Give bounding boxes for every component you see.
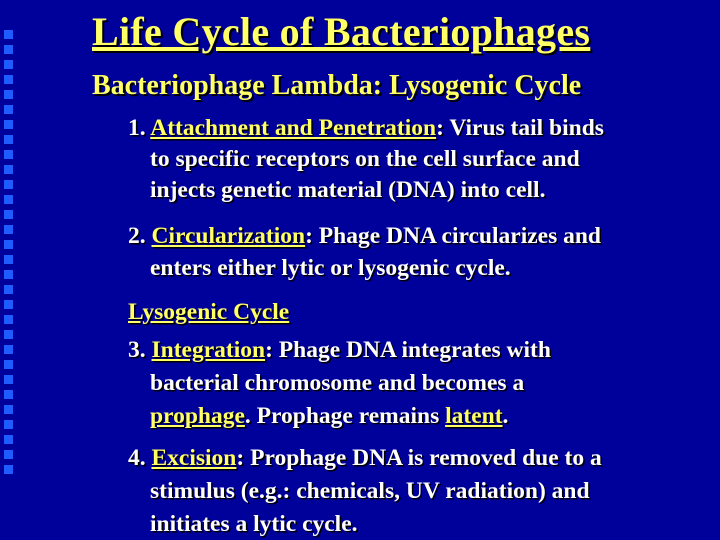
bullet-square xyxy=(4,60,13,69)
bullet-square xyxy=(4,105,13,114)
bullet-square xyxy=(4,375,13,384)
step-number: 2. xyxy=(128,223,146,249)
bullet-square xyxy=(4,255,13,264)
step-3-line-1 xyxy=(128,335,551,366)
bullet-square xyxy=(4,135,13,144)
bullet-square xyxy=(4,345,13,354)
step-number: 3. xyxy=(128,337,146,363)
bullet-square xyxy=(4,240,13,249)
step-2-line-1 xyxy=(128,221,601,252)
step-3-line-3 xyxy=(150,401,508,432)
step-1-line-1 xyxy=(128,113,604,144)
step-text: : Virus tail binds xyxy=(436,115,604,141)
slide-title: Life Cycle of Bacteriophages xyxy=(92,9,591,54)
bullet-square xyxy=(4,360,13,369)
bullet-square xyxy=(4,225,13,234)
step-text: : Phage DNA circularizes and xyxy=(305,223,602,249)
step-term: Integration xyxy=(151,337,266,363)
bullet-square xyxy=(4,30,13,39)
bullet-square xyxy=(4,165,13,174)
bullet-square xyxy=(4,300,13,309)
term-latent: latent xyxy=(445,403,503,429)
bullet-square xyxy=(4,75,13,84)
bullet-square xyxy=(4,195,13,204)
bullet-square xyxy=(4,420,13,429)
step-term: Excision xyxy=(151,445,237,471)
step-text: : Prophage DNA is removed due to a xyxy=(236,445,602,471)
decorative-square-column xyxy=(4,30,18,480)
step-text: . xyxy=(502,403,509,429)
bullet-square xyxy=(4,450,13,459)
step-text: : Phage DNA integrates with xyxy=(265,337,551,363)
bullet-square xyxy=(4,210,13,219)
bullet-square xyxy=(4,390,13,399)
bullet-square xyxy=(4,330,13,339)
bullet-square xyxy=(4,405,13,414)
term-prophage: prophage xyxy=(150,403,245,429)
step-3-line-2: bacterial chromosome and becomes a xyxy=(150,370,525,396)
bullet-square xyxy=(4,45,13,54)
bullet-square xyxy=(4,285,13,294)
step-term: Attachment and Penetration xyxy=(150,115,437,141)
bullet-square xyxy=(4,120,13,129)
step-number: 4. xyxy=(128,445,146,471)
step-1-line-2: to specific receptors on the cell surface and xyxy=(150,146,580,172)
bullet-square xyxy=(4,465,13,474)
bullet-square xyxy=(4,270,13,279)
section-heading-lysogenic: Lysogenic Cycle xyxy=(128,299,290,325)
bullet-square xyxy=(4,90,13,99)
bullet-square xyxy=(4,150,13,159)
bullet-square xyxy=(4,435,13,444)
step-number: 1. xyxy=(128,115,146,141)
bullet-square xyxy=(4,180,13,189)
step-4-line-3: initiates a lytic cycle. xyxy=(150,511,358,537)
step-4-line-2: stimulus (e.g.: chemicals, UV radiation) and xyxy=(150,478,590,504)
slide-subtitle: Bacteriophage Lambda: Lysogenic Cycle xyxy=(92,70,582,101)
step-text: . Prophage remains xyxy=(244,403,446,429)
step-1-line-3: injects genetic material (DNA) into cell. xyxy=(150,177,546,203)
bullet-square xyxy=(4,315,13,324)
step-4-line-1 xyxy=(128,443,602,474)
step-term: Circularization xyxy=(151,223,306,249)
step-2-line-2: enters either lytic or lysogenic cycle. xyxy=(150,255,511,281)
